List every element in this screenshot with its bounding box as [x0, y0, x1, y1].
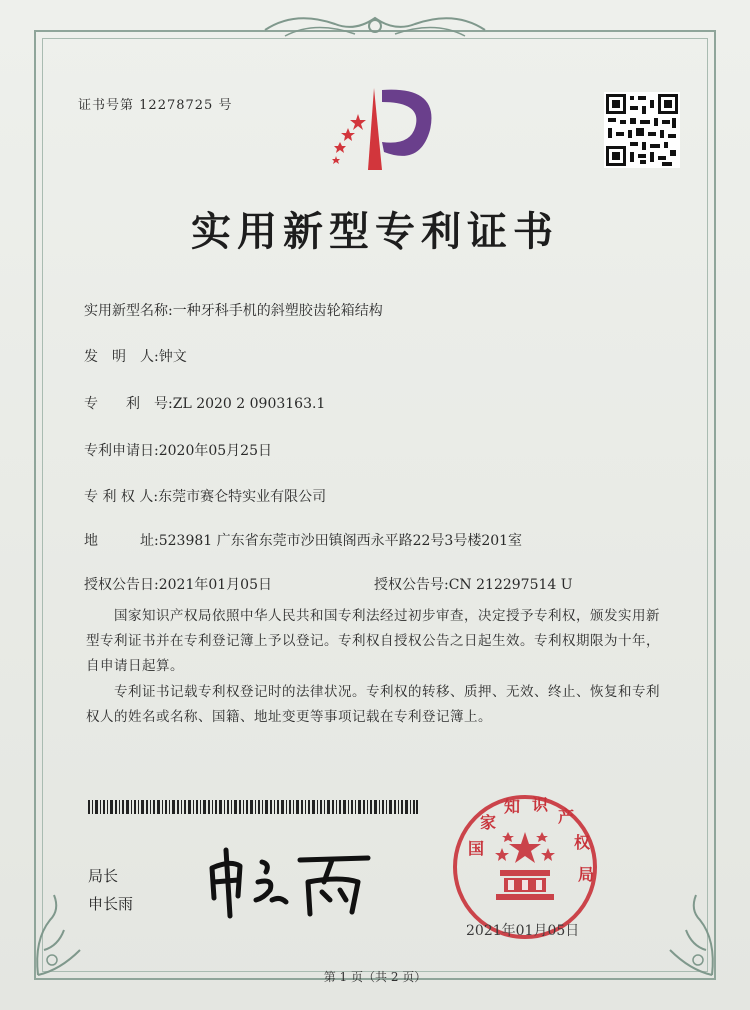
patent-number-label: 专 利 号:: [84, 396, 173, 412]
filing-date-label: 专利申请日:: [84, 443, 159, 459]
corner-ornament-bottom-right-icon: [650, 880, 720, 980]
address-value: 523981 广东省东莞市沙田镇阁西永平路22号3号楼201室: [158, 533, 523, 549]
officer-title: 局长: [88, 867, 119, 885]
certificate-number-value: 12278725: [139, 98, 214, 113]
top-ornament-icon: [255, 10, 495, 44]
grant-paragraph-2: 专利证书记载专利权登记时的法律状况。专利权的转移、质押、无效、终止、恢复和专利权人的姓名或名称、国籍、地址变更等事项记载在专利登记簿上。: [86, 684, 660, 725]
grant-number-row: [374, 574, 573, 594]
certificate-number-label: 证书号第: [78, 98, 135, 113]
patentee-row: [84, 486, 326, 506]
seal-date: 2021年01月05日: [466, 923, 580, 939]
grant-number-label: 授权公告号:: [374, 577, 449, 593]
filing-date-value: 2020年05月25日: [158, 443, 272, 459]
patentee-value: 东莞市赛仑特实业有限公司: [158, 489, 327, 505]
address-label: 地 址:: [84, 533, 159, 549]
officer-name: 申长雨: [88, 895, 134, 913]
barcode-icon: [88, 800, 418, 814]
officer-block: [88, 862, 133, 918]
inventor-label: 发 明 人:: [84, 349, 159, 365]
certificate-number: [78, 94, 232, 113]
utility-model-name-value: 一种牙科手机的斜塑胶齿轮箱结构: [172, 303, 383, 319]
patentee-label: 专 利 权 人:: [84, 489, 159, 505]
grant-paragraph-1: 国家知识产权局依照中华人民共和国专利法经过初步审查，决定授予专利权，颁发实用新型专利证书并在专利登记簿上予以登记。专利权自授权公告之日起生效。专利权期限为十年，自申请日起算。: [86, 608, 660, 674]
filing-date-row: [84, 440, 272, 460]
inventor-row: [84, 346, 187, 366]
utility-model-name-label: 实用新型名称:: [84, 303, 173, 319]
svg-text:国家知识产权局: 国家知 识产权局: [468, 795, 595, 884]
page-number: 第 1 页（共 2 页）: [323, 970, 427, 984]
grant-date-value: 2021年01月05日: [158, 577, 272, 593]
signature-icon: [200, 842, 380, 922]
utility-model-name-row: [84, 300, 383, 320]
patent-number-row: [84, 393, 325, 413]
certificate-title: 实用新型专利证书: [191, 209, 559, 255]
qr-code-icon: [604, 92, 680, 168]
cnipa-logo-icon: [312, 80, 442, 180]
address-row: [84, 530, 522, 550]
grant-date-row: [84, 574, 272, 594]
grant-date-label: 授权公告日:: [84, 577, 159, 593]
certificate-number-suffix: 号: [218, 98, 233, 113]
patent-number-value: ZL 2020 2 0903163.1: [172, 396, 326, 412]
inventor-value: 钟文: [158, 349, 187, 365]
grant-number-value: CN 212297514 U: [448, 577, 573, 593]
